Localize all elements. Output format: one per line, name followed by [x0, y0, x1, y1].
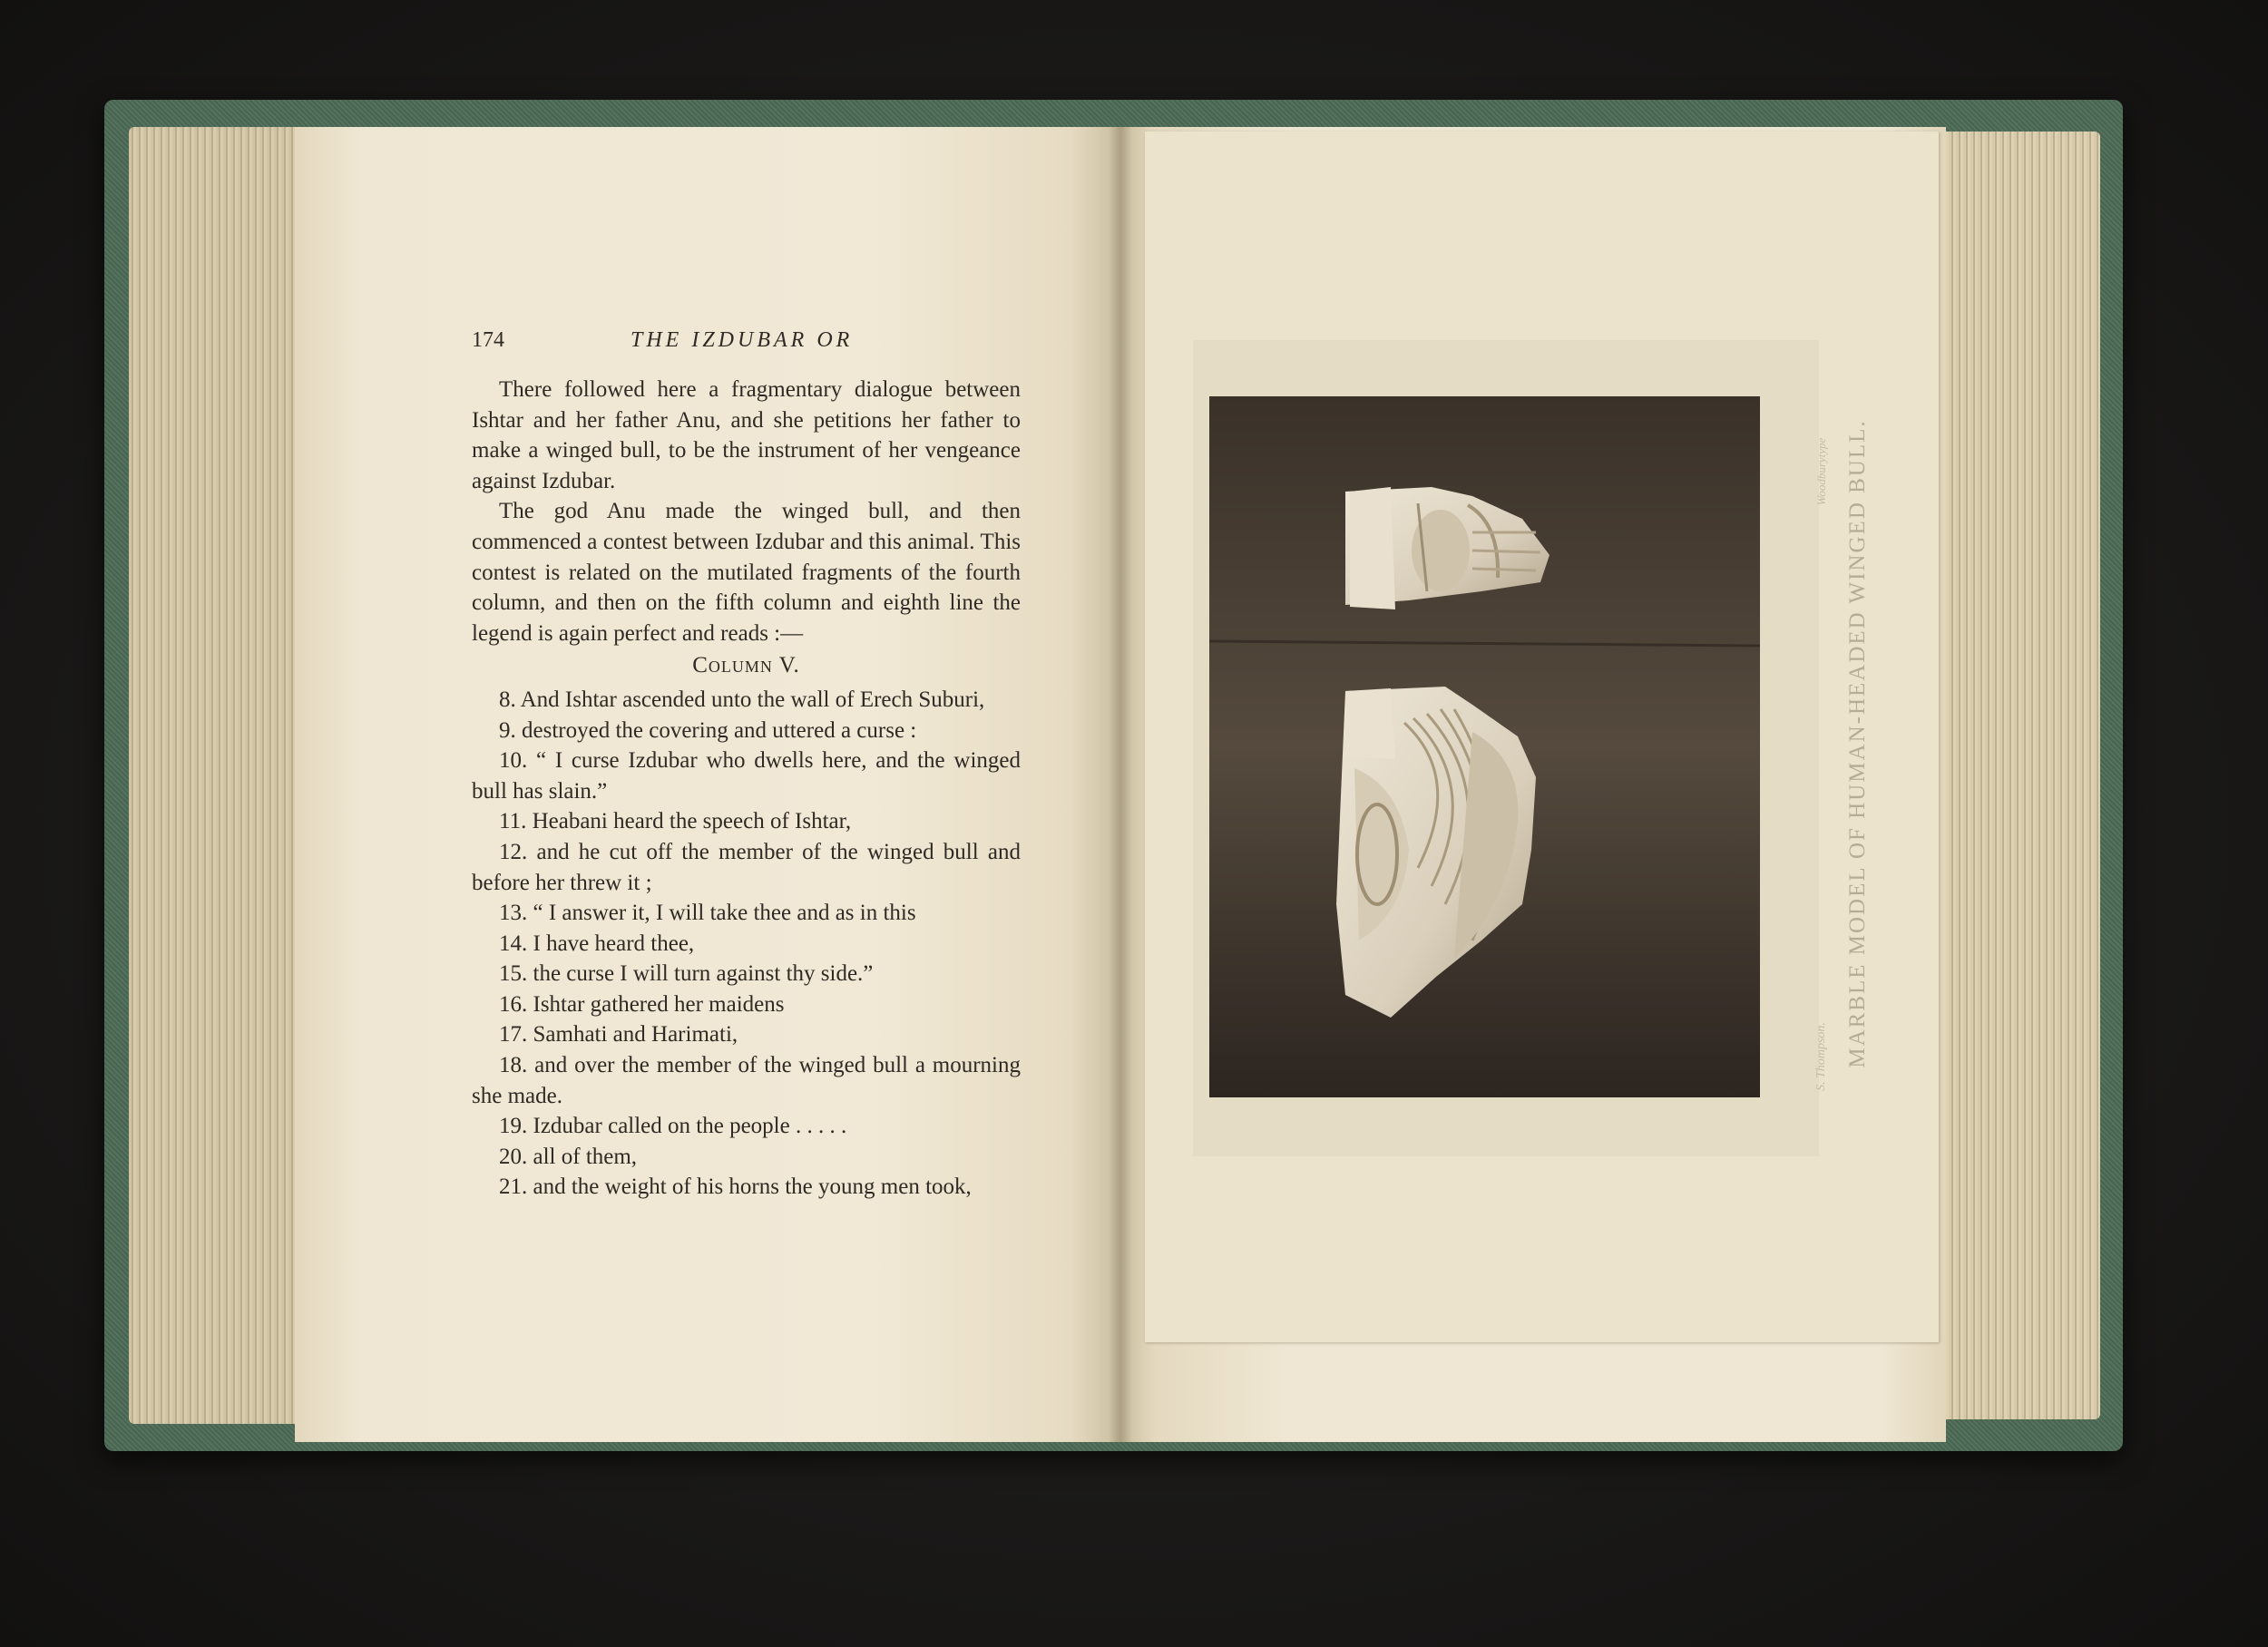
right-page-edges — [1941, 132, 2100, 1419]
verse-line: 8. And Ishtar ascended unto the wall of Erech Suburi, — [499, 687, 985, 712]
book-gutter — [1109, 127, 1132, 1442]
verse-line: 13. “ I answer it, I will take thee and as in this — [499, 901, 916, 926]
column-heading: Column V. — [692, 653, 800, 678]
paragraph: The god Anu made the winged bull, and then commenced a contest between Izdubar and this animal. This contest is related on the mutilated fragments of the fourth column, and then on the fifth column and eighth line the legend is again perfect and reads :— — [472, 499, 1021, 646]
running-head-title: THE IZDUBAR OR — [631, 328, 854, 352]
page-number: 174 — [472, 328, 504, 352]
verse-line: 18. and over the member of the winged bull a mourning she made. — [472, 1053, 1021, 1108]
photographer-credit: S. Thompson. — [1814, 1022, 1828, 1091]
verse-line: 11. Heabani heard the speech of Ishtar, — [499, 809, 852, 834]
left-page-edges — [129, 127, 310, 1424]
page-body — [472, 375, 1021, 1203]
running-head — [472, 328, 1021, 359]
paragraph: There followed here a fragmentary dialogue between Ishtar and her father Anu, and she petitions her father to make a winged bull, to be the instrument of her vengeance against Izdubar. — [472, 377, 1021, 493]
publisher-credit: Woodburytype — [1814, 437, 1828, 506]
verse-line: 17. Samhati and Harimati, — [499, 1022, 738, 1048]
verse-line: 16. Ishtar gathered her maidens — [499, 991, 785, 1017]
verse-line: 21. and the weight of his horns the young men took, — [499, 1174, 972, 1200]
photograph-illustration — [1209, 396, 1760, 1097]
verse-line: 19. Izdubar called on the people . . . . . — [499, 1114, 847, 1139]
verse-line: 12. and he cut off the member of the winged bull and before her threw it ; — [472, 839, 1021, 895]
verse-line: 9. destroyed the covering and uttered a curse : — [499, 717, 917, 743]
verse-line: 10. “ I curse Izdubar who dwells here, and the winged bull has slain.” — [472, 748, 1021, 804]
photograph-winged-bull — [1209, 396, 1760, 1097]
verse-line: 20. all of them, — [499, 1144, 638, 1169]
plate-caption: MARBLE MODEL OF HUMAN-HEADED WINGED BULL. — [1845, 419, 1870, 1068]
verse-line: 14. I have heard thee, — [499, 931, 695, 956]
verse-line: 15. the curse I will turn against thy side.” — [499, 961, 874, 987]
